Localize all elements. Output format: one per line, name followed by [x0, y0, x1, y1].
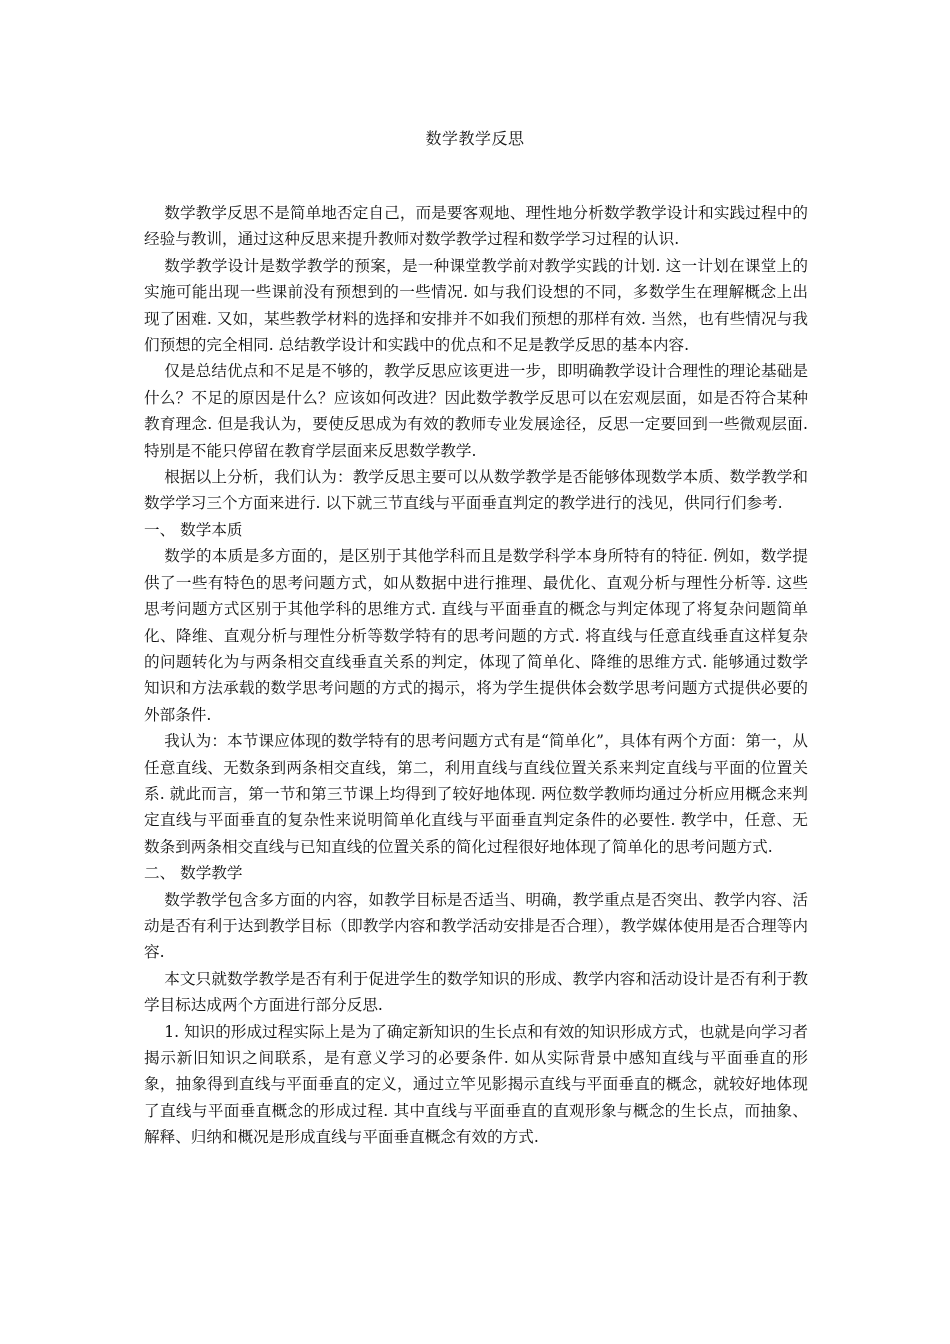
paragraph-intro: 数学教学反思不是简单地否定自己，而是要客观地、理性地分析数学教学设计和实践过程中的经验与教训，通过这种反思来提升教师对数学教学过程和数学学习过程的认识.: [144, 204, 808, 249]
paragraph-teaching-design: 数学教学设计是数学教学的预案，是一种课堂教学前对教学实践的计划. 这一计划在课堂上的实施可能出现一些课前没有预想到的一些情况. 如与我们设想的不同，多数学生在理解概念上出现了困难. 又如，某些教学材料的选择和安排并不如我们预想的那样有效. 当然，也有些情况与我们预想的完全相同. 总结教学设计和实践中的优点和不足是教学反思的基本内容.: [144, 256, 808, 355]
document-title: 数学教学反思: [425, 129, 525, 148]
paragraph-knowledge-formation: 1. 知识的形成过程实际上是为了确定新知识的生长点和有效的知识形成方式，也就是向学习者揭示新旧知识之间联系，是有意义学习的必要条件. 如从实际背景中感知直线与平面垂直的形象，抽象得到直线与平面垂直的定义，通过立竿见影揭示直线与平面垂直的概念，就较好地体现了直线与平面垂直概念的形成过程. 其中直线与平面垂直的直观形象与概念的生长点，而抽象、解释、归纳和概况是形成直线与平面垂直概念有效的方式.: [144, 1022, 808, 1147]
paragraph-scope: 本文只就数学教学是否有利于促进学生的数学知识的形成、教学内容和活动设计是否有利于教学目标达成两个方面进行部分反思.: [144, 969, 808, 1015]
paragraph-math-essence: 数学的本质是多方面的，是区别于其他学科而且是数学科学本身所特有的特征. 例如，数学提供了一些有特色的思考问题方式，如从数据中进行推理、最优化、直观分析与理性分析等. 这些思考问题方式区别于其他学科的思维方式. 直线与平面垂直的概念与判定体现了将复杂问题简单化、降维、直观分析与理性分析等数学特有的思考问题的方式. 将直线与任意直线垂直这样复杂的问题转化为与两条相交直线垂直关系的判定，体现了简单化、降维的思维方式. 能够通过数学知识和方法承载的数学思考问题的方式的揭示，将为学生提供体会数学思考问题方式提供必要的外部条件.: [144, 547, 808, 724]
document-body: [144, 200, 808, 1151]
paragraph-simplification: 我认为：本节课应体现的数学特有的思考问题方式有是“简单化”，具体有两个方面：第一，从任意直线、无数条到两条相交直线，第二，利用直线与直线位置关系来判定直线与平面的位置关系. 就此而言，第一节和第三节课上均得到了较好地体现. 两位数学教师均通过分析应用概念来判定直线与平面垂直的复杂性来说明简单化直线与平面垂直判定条件的必要性. 教学中，任意、无数条到两条相交直线与已知直线的位置关系的简化过程很好地体现了简单化的思考问题方式.: [144, 732, 808, 856]
paragraph-beyond-summary: 仅是总结优点和不足是不够的，教学反思应该更进一步，即明确教学设计合理性的理论基础是什么？不足的原因是什么？应该如何改进？因此数学教学反思可以在宏观层面，如是否符合某种教育理念. 但是我认为，要使反思成为有效的教师专业发展途径，反思一定要回到一些微观层面. 特别是不能只停留在教育学层面来反思数学教学.: [144, 362, 808, 460]
paragraph-teaching-content: 数学教学包含多方面的内容，如教学目标是否适当、明确，教学重点是否突出、教学内容、活动是否有利于达到教学目标（即教学内容和教学活动安排是否合理），教学媒体使用是否合理等内容.: [144, 890, 808, 962]
paragraph-analysis: 根据以上分析，我们认为：教学反思主要可以从数学教学是否能够体现数学本质、数学教学和数学学习三个方面来进行. 以下就三节直线与平面垂直判定的教学进行的浅见，供同行们参考.: [144, 468, 808, 513]
section-heading-math-essence: 一、 数学本质: [144, 520, 243, 539]
section-heading-math-teaching: 二、 数学教学: [144, 864, 243, 883]
